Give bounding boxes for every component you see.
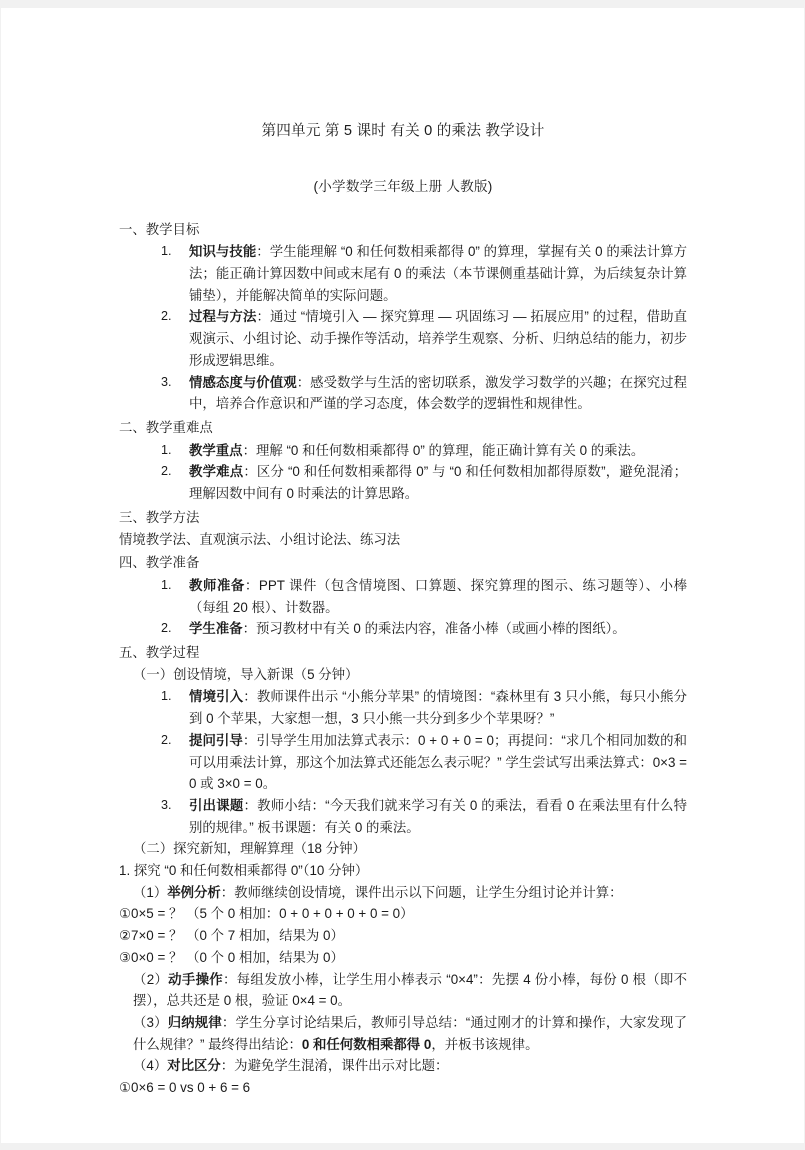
step-prefix: （2） [133,971,169,987]
step-text: ：每组发放小棒，让学生用小棒表示 “0×4”：先摆 4 份小棒，每份 0 根（即不摆），总共还是 0 根，验证 0×4 = 0。 [133,971,687,1009]
step-prefix: （1） [133,884,168,900]
heading-part-one: （一）创设情境，导入新课（5 分钟） [133,666,359,682]
item-label: 引出课题 [189,797,244,813]
heading-objectives: 一、教学目标 [119,221,200,237]
example-text: 7×0 = ？ （0 个 7 相加，结果为 0） [131,928,344,944]
item-label: 教师准备 [189,577,245,593]
list-item [161,241,687,306]
item-text: ：理解 “0 和任何数相乘都得 0” 的算理，能正确计算有关 0 的乘法。 [242,442,645,458]
item-label: 情感态度与价值观 [189,374,297,390]
list-item [161,730,687,795]
step-text-before: ：学生分享讨论结果后，教师引导总结：“通过刚才的计算和操作，大家发现了什么规律？” 最终得出结论： [133,1014,687,1052]
item-text: ：学生能理解 “0 和任何数相乘都得 0” 的算理，掌握有关 0 的乘法计算方法；能正确计算因数中间或末尾有 0 的乘法（本节课侧重基础计算，为后续复杂计算铺垫），并能解决简单的实际问题。 [189,244,687,303]
item-label: 知识与技能 [189,244,257,260]
document-page [1,8,804,1143]
part-two-step-1 [119,882,687,904]
item-text: ：教师课件出示 “小熊分苹果” 的情境图：“森林里有 3 只小熊，每只小熊分到 0 个苹果，大家想一想，3 只小熊一共分到多少个苹果呀？” [189,689,687,727]
list-item [161,372,687,415]
example-text: 0×5 = ？ （5 个 0 相加：0 + 0 + 0 + 0 + 0 = 0） [131,906,414,922]
list-item [161,575,687,618]
page-title: 第四单元 第 5 课时 有关 0 的乘法 教学设计 [261,123,545,139]
item-text: ：PPT 课件（包含情境图、口算题、探究算理的图示、练习题等）、小棒（每组 20 根）、计数器。 [189,577,687,615]
step-text: ：教师继续创设情境，课件出示以下问题，让学生分组讨论并计算： [220,884,623,900]
item-label: 过程与方法 [189,309,257,325]
key-points-list [119,440,687,505]
example-marker: ② [119,928,132,944]
step-label: 动手操作 [168,971,223,987]
list-item [161,618,687,640]
example-marker: ③ [119,949,132,965]
example-line [119,925,687,947]
step-conclusion: 0 和任何数相乘都得 0 [301,1036,432,1052]
list-item [161,440,687,462]
part-two-step-4 [119,1055,687,1077]
item-text: ：通过 “情境引入 — 探究算理 — 巩固练习 — 拓展应用” 的过程，借助直观演示、小组讨论、动手操作等活动，培养学生观察、分析、归纳总结的能力，初步形成逻辑思维。 [189,309,688,368]
list-item [161,306,687,371]
item-label: 教学难点 [189,464,244,480]
heading-methods: 三、教学方法 [119,509,200,525]
item-text: ：区分 “0 和任何数相乘都得 0” 与 “0 和任何数相加都得原数”，避免混淆；理解因数中间有 0 时乘法的计算思路。 [189,464,688,502]
compare-line [119,1077,687,1099]
heading-process: 五、教学过程 [119,645,200,661]
page-subtitle: (小学数学三年级上册 人教版) [313,178,493,194]
step-text: ：为避免学生混淆，课件出示对比题： [220,1058,449,1074]
heading-part-two: （二）探究新知，理解算理（18 分钟） [133,841,366,857]
preparation-list [119,575,687,640]
list-item [161,461,687,504]
part-two-step-3 [119,1012,687,1055]
heading-preparation: 四、教学准备 [119,555,200,571]
item-text: ：引导学生用加法算式表示：0 + 0 + 0 = 0；再提问：“求几个相同加数的和可以用乘法计算，那这个加法算式还能怎么表示呢？” 学生尝试写出乘法算式：0×3 = 0 或 3×0 = 0。 [189,732,688,792]
part-two-step-2 [119,969,687,1012]
methods-body: 情境教学法、直观演示法、小组讨论法、练习法 [119,531,401,547]
item-label: 情境引入 [189,689,244,705]
item-text: ：教师小结：“今天我们就来学习有关 0 的乘法，看看 0 在乘法里有什么特别的规律。” 板书课题：有关 0 的乘法。 [189,797,688,835]
document-content [119,8,687,1099]
step-label: 对比区分 [167,1058,221,1074]
step-text-after: ，并板书该规律。 [431,1036,539,1052]
part-one-list [119,686,687,838]
heading-key-points: 二、教学重难点 [119,419,213,435]
step-label: 举例分析 [167,884,221,900]
step-prefix: （3） [133,1014,168,1030]
example-line [119,947,687,969]
item-label: 提问引导 [189,732,243,748]
item-label: 教学重点 [189,442,243,458]
objectives-list [119,241,687,415]
item-text: ：感受数学与生活的密切联系，激发学习数学的兴趣；在探究过程中，培养合作意识和严谨的学习态度，体会数学的逻辑性和规律性。 [189,374,688,412]
example-marker: ① [119,906,132,922]
item-text: ：预习教材中有关 0 的乘法内容，准备小棒（或画小棒的图纸）。 [242,621,626,637]
part-two-topic: 1. 探究 “0 和任何数相乘都得 0”（10 分钟） [119,863,369,879]
compare-marker: ① [119,1080,132,1096]
example-line [119,903,687,925]
list-item [161,686,687,729]
step-prefix: （4） [133,1058,168,1074]
item-label: 学生准备 [189,621,243,637]
step-label: 归纳规律 [167,1014,222,1030]
example-text: 0×0 = ？ （0 个 0 相加，结果为 0） [131,949,344,965]
list-item [161,795,687,838]
compare-text: 0×6 = 0 vs 0 + 6 = 6 [131,1080,251,1096]
